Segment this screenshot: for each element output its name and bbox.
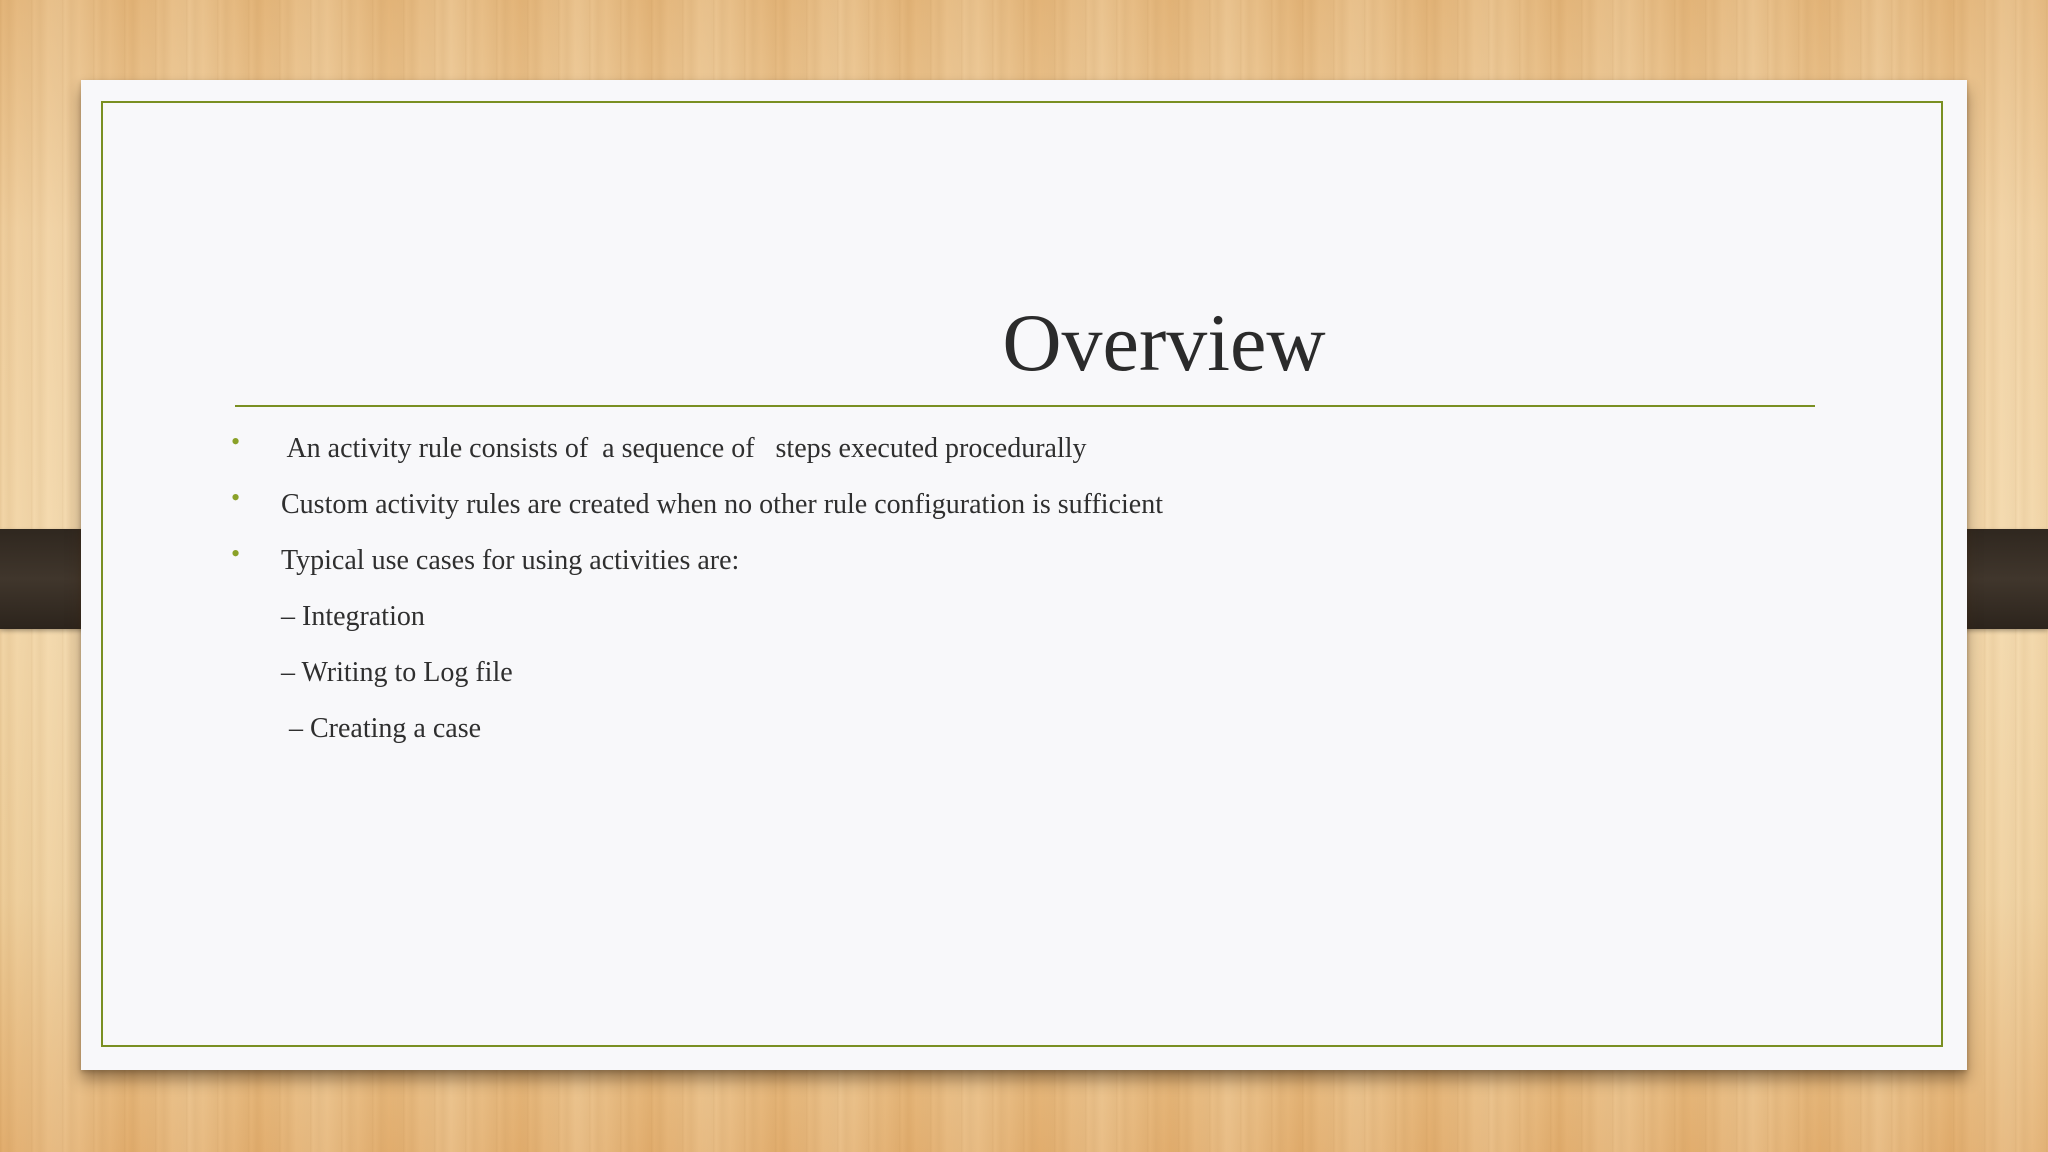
bullet-icon: • bbox=[231, 483, 241, 512]
sub-item: – Integration bbox=[281, 601, 425, 632]
slide-title: Overview bbox=[1002, 297, 1326, 388]
bullet-text: An activity rule consists of a sequence of steps executed procedurally bbox=[281, 433, 1087, 464]
sub-list bbox=[281, 601, 513, 769]
bullet-icon: • bbox=[231, 427, 241, 456]
title-underline bbox=[235, 405, 1815, 407]
bullet-text: Typical use cases for using activities are: bbox=[281, 545, 740, 576]
bullet-icon: • bbox=[231, 539, 241, 568]
sub-item: – Writing to Log file bbox=[281, 657, 513, 688]
bullet-text: Custom activity rules are created when no other rule configuration is sufficient bbox=[281, 489, 1163, 520]
sub-item: – Creating a case bbox=[289, 713, 482, 744]
slide bbox=[81, 80, 1967, 1070]
